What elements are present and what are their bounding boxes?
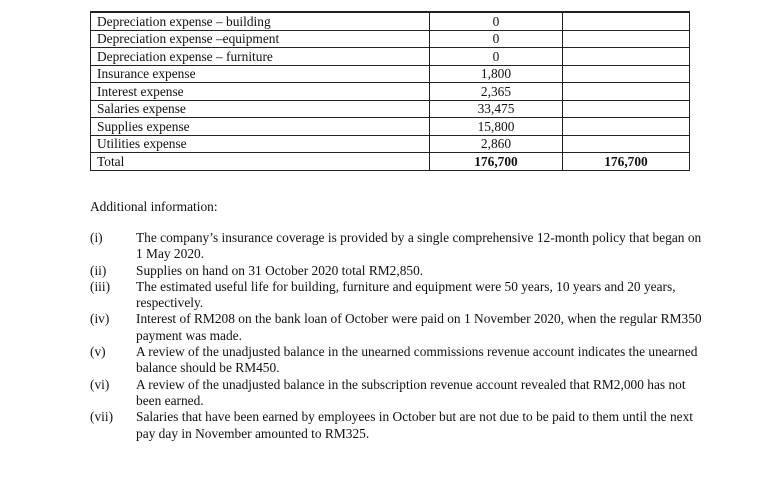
table-row [91, 135, 690, 153]
item-text: A review of the unadjusted balance in the unearned commissions revenue account indicates the unearned balance should be RM450. [136, 344, 698, 376]
total-credit: 176,700 [563, 153, 690, 171]
credit-amount [563, 100, 690, 118]
item-marker: (iv) [90, 311, 110, 327]
credit-amount [563, 135, 690, 153]
account-name: Depreciation expense – furniture [91, 48, 430, 66]
table-row [91, 12, 690, 30]
table-row [91, 65, 690, 83]
total-label: Total [91, 153, 430, 171]
table-row [91, 100, 690, 118]
additional-info-list [90, 230, 710, 442]
debit-amount: 2,365 [430, 83, 563, 101]
item-text: Interest of RM208 on the bank loan of October were paid on 1 November 2020, when the regular RM350 payment was made. [136, 311, 702, 343]
table-row [91, 48, 690, 66]
item-marker: (v) [90, 344, 106, 360]
credit-amount [563, 12, 690, 30]
debit-amount: 2,860 [430, 135, 563, 153]
list-item [90, 263, 710, 279]
account-name: Supplies expense [91, 118, 430, 136]
account-name: Depreciation expense – building [91, 12, 430, 30]
item-text: Supplies on hand on 31 October 2020 total RM2,850. [136, 262, 424, 278]
item-marker: (vi) [90, 376, 110, 392]
total-row [91, 153, 690, 171]
list-item [90, 344, 710, 377]
account-name: Depreciation expense –equipment [91, 30, 430, 48]
list-item [90, 409, 710, 442]
debit-amount: 1,800 [430, 65, 563, 83]
debit-amount: 0 [430, 48, 563, 66]
total-debit: 176,700 [430, 153, 563, 171]
credit-amount [563, 30, 690, 48]
credit-amount [563, 65, 690, 83]
debit-amount: 0 [430, 30, 563, 48]
credit-amount [563, 83, 690, 101]
account-name: Insurance expense [91, 65, 430, 83]
account-name: Utilities expense [91, 135, 430, 153]
debit-amount: 33,475 [430, 100, 563, 118]
table-row [91, 118, 690, 136]
item-marker: (i) [90, 230, 103, 245]
table-row [91, 83, 690, 101]
item-text: The estimated useful life for building, furniture and equipment were 50 years, 10 years and 20 years, respectively. [136, 278, 676, 311]
item-text: The company’s insurance coverage is provided by a single comprehensive 12-month policy that began on 1 May 2020. [136, 230, 702, 262]
trial-balance-table [90, 11, 690, 171]
item-text: Salaries that have been earned by employees in October but are not due to be paid to them until the next pay day in November amounted to RM325. [136, 409, 694, 441]
additional-info-heading: Additional information: [90, 199, 218, 214]
debit-amount: 15,800 [430, 118, 563, 136]
account-name: Interest expense [91, 83, 430, 101]
item-marker: (iii) [90, 278, 111, 294]
credit-amount [563, 48, 690, 66]
item-marker: (vii) [90, 409, 114, 425]
list-item [90, 279, 710, 312]
item-marker: (ii) [90, 262, 107, 278]
list-item [90, 311, 710, 344]
table-row [91, 30, 690, 48]
item-text: A review of the unadjusted balance in the subscription revenue account revealed that RM2,000 has not been earned. [136, 376, 686, 408]
list-item [90, 377, 710, 410]
list-item [90, 230, 710, 263]
account-name: Salaries expense [91, 100, 430, 118]
debit-amount: 0 [430, 12, 563, 30]
credit-amount [563, 118, 690, 136]
